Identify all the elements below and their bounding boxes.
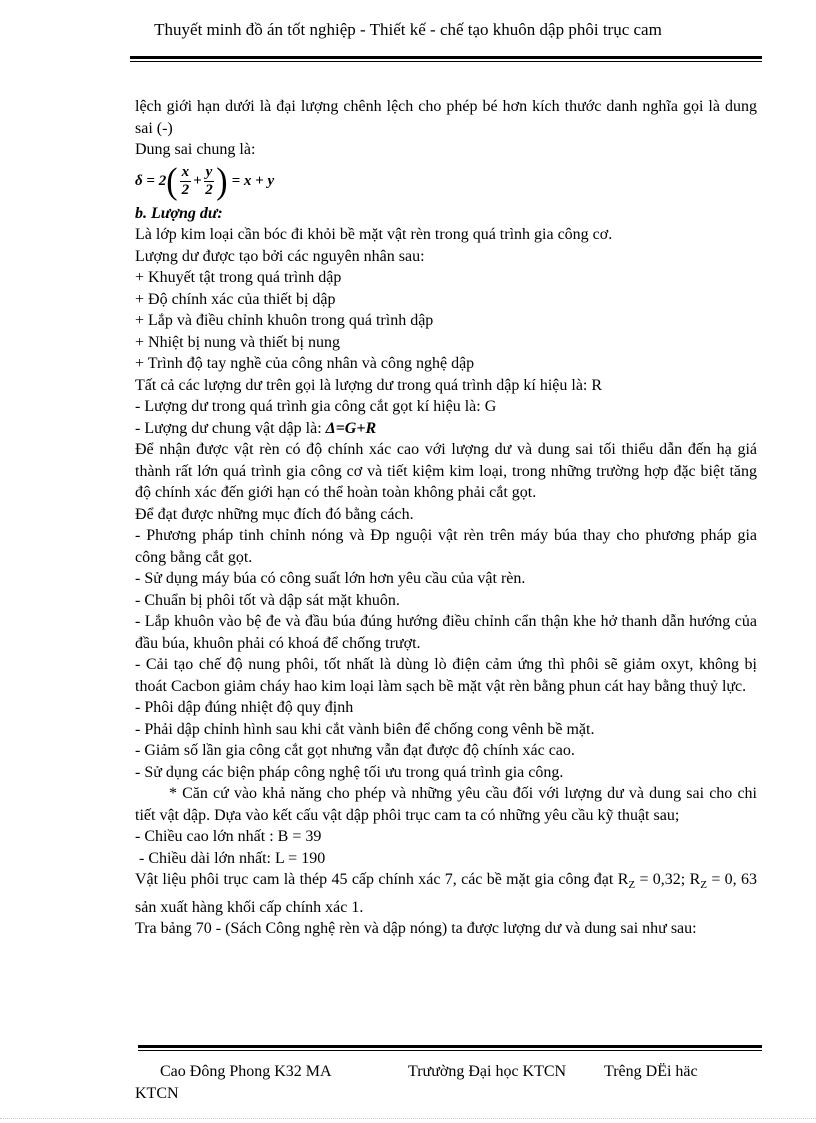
footer-author: Cao Đông Phong K32 MA (160, 1063, 332, 1080)
list-item: - Phải dập chỉnh hình sau khi cắt vành biên để chống cong vênh bề mặt. (135, 720, 595, 738)
paragraph: Tra bảng 70 - (Sách Công nghệ rèn và dập nóng) ta được lượng dư và dung sai như sau: (135, 920, 697, 938)
fraction-y (204, 164, 215, 199)
list-item: - Sử dụng các biện pháp công nghệ tối ưu trong quá trình gia công. (135, 763, 564, 781)
paragraph (135, 869, 757, 918)
paragraph: Dung sai chung là: (135, 141, 256, 158)
allowance-formula: Δ=G+R (325, 419, 377, 437)
fraction-x (180, 164, 192, 199)
document-body (135, 96, 757, 940)
list-item: - Phôi dập đúng nhiệt độ quy định (135, 699, 354, 716)
fraction-denominator: 2 (181, 182, 190, 198)
subscript: Z (700, 879, 707, 892)
list-item: + Độ chính xác của thiết bị dập (135, 290, 336, 308)
fraction-numerator: x (181, 164, 190, 180)
list-item: - Lắp khuôn vào bệ đe và đầu búa đúng hướng điều chỉnh cẩn thận khe hở thanh dẫn hướng của đầu búa, khuôn phải có khoá để chống trượt. (135, 613, 757, 652)
paragraph: * Căn cứ vào khả năng cho phép và những yêu cầu đối với lượng dư và dung sai cho chi tiết vật dập. Dựa vào kết cấu vật dập phôi trục cam ta có những yêu cầu kỹ thuật sau; (135, 785, 757, 824)
spec-line: - Chiều cao lớn nhất : B = 39 (135, 828, 322, 845)
paragraph-text: Vật liệu phôi trục cam là thép 45 cấp chính xác 7, các bề mặt gia công đạt R (135, 871, 629, 888)
list-item: - Giảm số lần gia công cắt gọt nhưng vẫn đạt được độ chính xác cao. (135, 742, 575, 759)
fraction-numerator: y (205, 164, 213, 180)
paragraph: Là lớp kim loại cần bóc đi khỏi bề mặt vật rèn trong quá trình gia công cơ. (135, 226, 613, 243)
list-item: - Chuẩn bị phôi tốt và dập sát mặt khuôn. (135, 591, 400, 609)
formula-plus: + (193, 172, 202, 189)
fraction-denominator: 2 (205, 182, 213, 198)
bottom-dotted-rule (0, 1118, 816, 1120)
paragraph-text: - Lượng dư chung vật dập là: (135, 419, 322, 437)
formula-lhs: δ = 2 (135, 172, 167, 189)
paragraph: Để nhận được vật rèn có độ chính xác cao với lượng dư và dung sai tối thiểu dẫn đến hạ giá thành rất lớn quá trình gia công cơ và tiết kiệm kim loại, trong những trường hợp đặc biệt tăng độ chính xác đến giới hạn có thể hoàn toàn không phải cắt gọt. (135, 441, 757, 501)
footer-page: Trêng DËi häc (604, 1063, 698, 1080)
list-item: + Lắp và điều chỉnh khuôn trong quá trình dập (135, 312, 434, 329)
paragraph: lệch giới hạn dưới là đại lượng chênh lệch cho phép bé hơn kích thước danh nghĩa gọi là dung sai (-) (135, 98, 757, 137)
paragraph: Tất cả các lượng dư trên gọi là lượng dư trong quá trình dập kí hiệu là: R (135, 376, 603, 394)
spec-line: - Chiều dài lớn nhất: L = 190 (135, 849, 326, 867)
list-item: - Phương pháp tinh chỉnh nóng và Đp nguội vật rèn trên máy búa thay cho phương pháp gia công bằng cắt gọt. (135, 527, 757, 566)
right-paren: ) (216, 160, 228, 202)
list-item: - Cải tạo chế độ nung phôi, tốt nhất là dùng lò điện cảm ứng thì phôi sẽ giảm oxyt, không bị thoát Cacbon giảm cháy hao kim loại làm sạch bề mặt vật rèn bằng phun cát hay bằng thuỷ lực. (135, 656, 757, 695)
footer-line2: KTCN (135, 1085, 179, 1102)
left-paren: ( (166, 160, 178, 202)
tolerance-formula (135, 161, 757, 203)
footer-school: Trưường Đại học KTCN (408, 1063, 567, 1080)
subscript: Z (628, 879, 636, 892)
paragraph: Để đạt được những mục đích đó bằng cách. (135, 505, 414, 523)
formula-rhs: = x + y (231, 172, 275, 189)
paragraph-with-formula (135, 418, 757, 440)
paragraph-text: = 0,32; R (635, 871, 701, 888)
paragraph: Lượng dư được tạo bởi các nguyên nhân sau: (135, 247, 425, 265)
paragraph: - Lượng dư trong quá trình gia công cắt gọt kí hiệu là: G (135, 398, 497, 415)
footer-rule-thin (138, 1050, 762, 1051)
footer-rule-thick (138, 1045, 762, 1048)
header-rule-thick (130, 56, 762, 59)
list-item: + Khuyết tật trong quá trình dập (135, 269, 342, 286)
header-rule-thin (130, 61, 762, 62)
list-item: - Sử dụng máy búa có công suất lớn hơn yêu cầu của vật rèn. (135, 570, 526, 587)
section-heading: b. Lượng dư: (135, 204, 223, 222)
paragraph-text: = 0, 63 sản xuất hàng khối cấp chính xác 1. (135, 871, 758, 916)
list-item: + Trình độ tay nghề của công nhân và công nghệ dập (135, 355, 475, 372)
page-header: Thuyết minh đồ án tốt nghiệp - Thiết kế - chế tạo khuôn dập phôi trục cam (154, 20, 662, 39)
list-item: + Nhiệt bị nung và thiết bị nung (135, 333, 340, 351)
